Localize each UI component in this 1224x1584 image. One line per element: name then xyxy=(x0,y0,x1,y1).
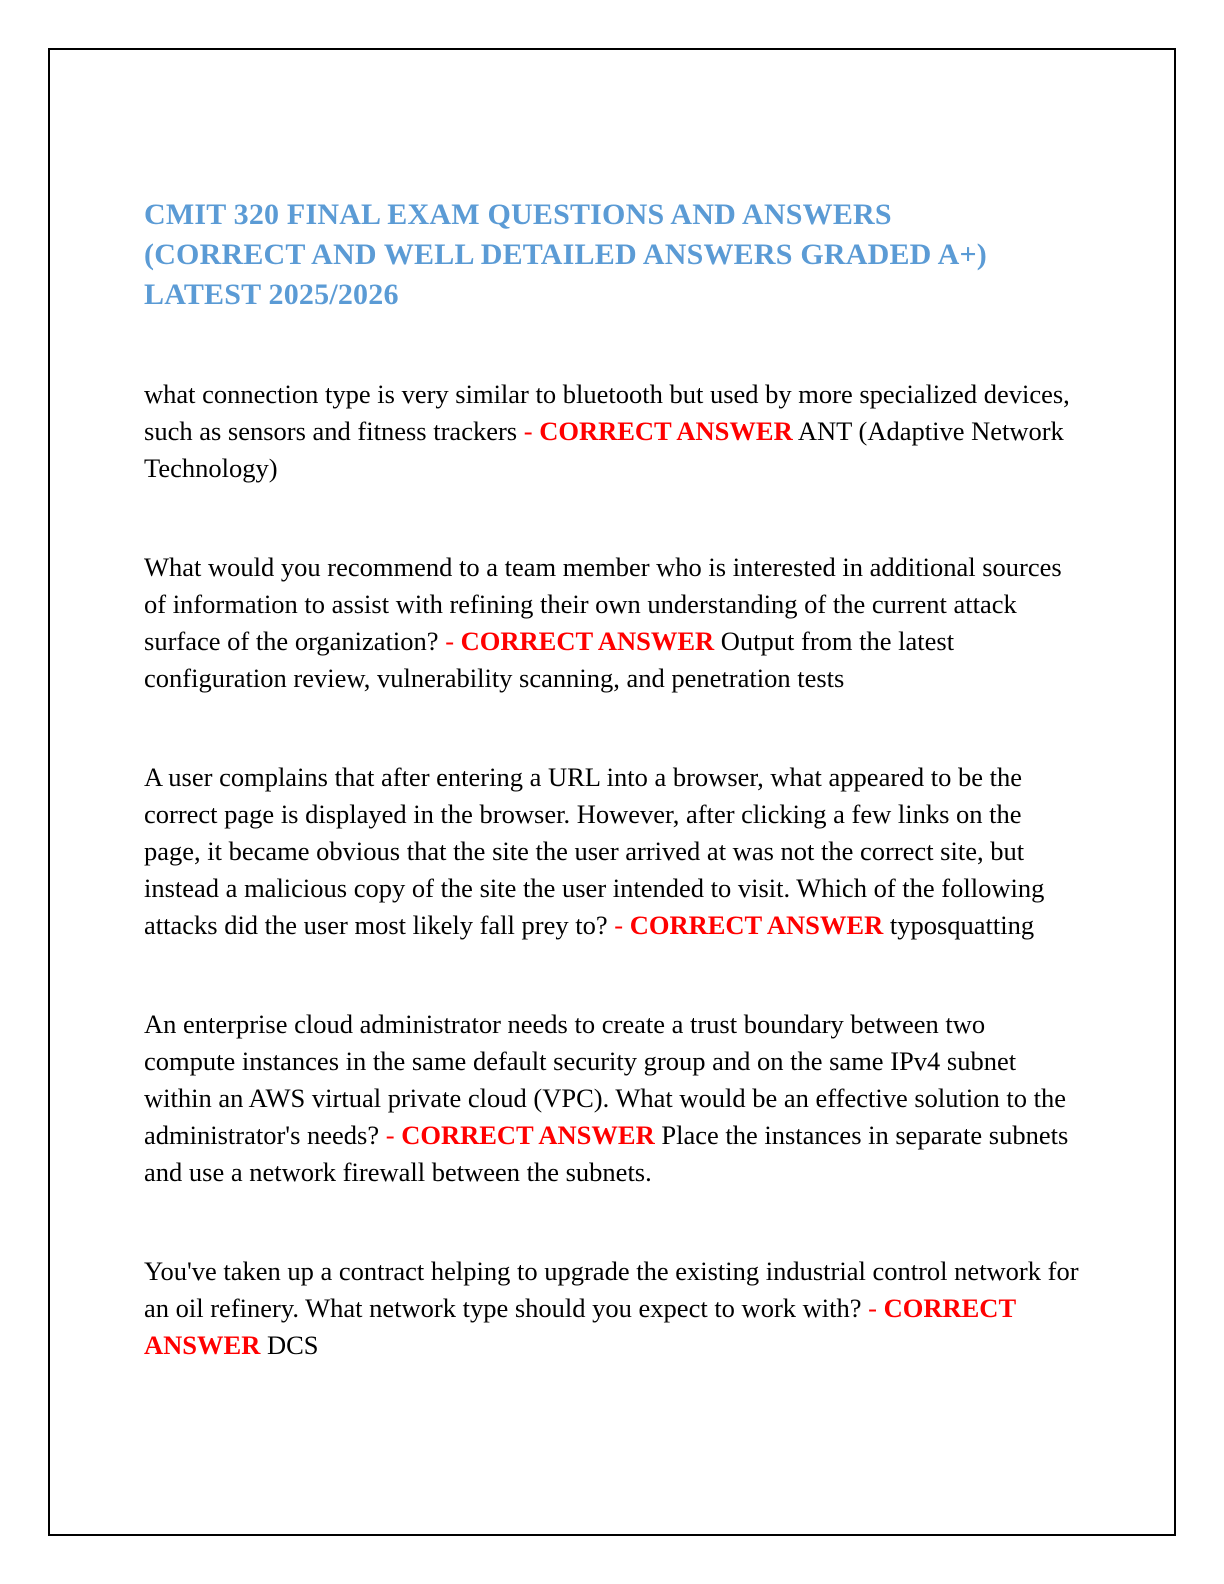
correct-answer-label: CORRECT ANSWER xyxy=(401,1120,655,1150)
question-text: A user complains that after entering a URL into a browser, what appeared to be the correct page is displayed in the browser. However, after clicking a few links on the page, it became obvious that the site the user arrived at was not the correct site, but instead a malicious copy of the site the user intended to visit. Which of the following attacks did the user most likely fall prey to? xyxy=(144,762,1045,940)
correct-answer-label: CORRECT ANSWER xyxy=(460,626,715,656)
answer-dash: - xyxy=(614,910,624,940)
document-body xyxy=(50,50,1174,1364)
document-title xyxy=(144,195,1080,315)
answer-text: ANT (Adaptive Network Technology) xyxy=(144,416,1064,483)
title-line-3: LATEST 2025/2026 xyxy=(144,278,399,311)
question-text: what connection type is very similar to bluetooth but used by more specialized devices, such as sensors and fitness trackers xyxy=(144,379,1070,446)
qa-item-5 xyxy=(144,1253,1080,1364)
answer-dash: - xyxy=(385,1120,395,1150)
title-line-2: (CORRECT AND WELL DETAILED ANSWERS GRADED A+) xyxy=(144,238,987,271)
answer-text: Place the instances in separate subnets and use a network firewall between the subnets. xyxy=(144,1120,1069,1187)
qa-item-2 xyxy=(144,549,1080,697)
qa-item-1 xyxy=(144,376,1080,487)
title-line-1: CMIT 320 FINAL EXAM QUESTIONS AND ANSWERS xyxy=(144,198,892,231)
question-text: An enterprise cloud administrator needs to create a trust boundary between two compute instances in the same default security group and on the same IPv4 subnet within an AWS virtual private cloud (VPC). What would be an effective solution to the administrator's needs? xyxy=(144,1009,1067,1150)
answer-text: Output from the latest configuration review, vulnerability scanning, and penetration tests xyxy=(144,626,955,693)
correct-answer-label: CORRECT ANSWER xyxy=(629,910,884,940)
correct-answer-label: CORRECT ANSWER xyxy=(144,1293,1016,1360)
qa-item-4 xyxy=(144,1006,1080,1191)
answer-dash: - xyxy=(523,416,533,446)
correct-answer-label: CORRECT ANSWER xyxy=(539,416,793,446)
answer-dash: - xyxy=(868,1293,877,1323)
qa-item-3 xyxy=(144,759,1080,944)
answer-text: DCS xyxy=(266,1330,319,1360)
question-text: What would you recommend to a team member who is interested in additional sources of information to assist with refining their own understanding of the current attack surface of the organization? xyxy=(144,552,1062,656)
answer-text: typosquatting xyxy=(889,910,1035,940)
answer-dash: - xyxy=(445,626,455,656)
page-border xyxy=(48,48,1176,1536)
question-text: You've taken up a contract helping to upgrade the existing industrial control network for an oil refinery. What network type should you expect to work with? xyxy=(144,1256,1079,1323)
